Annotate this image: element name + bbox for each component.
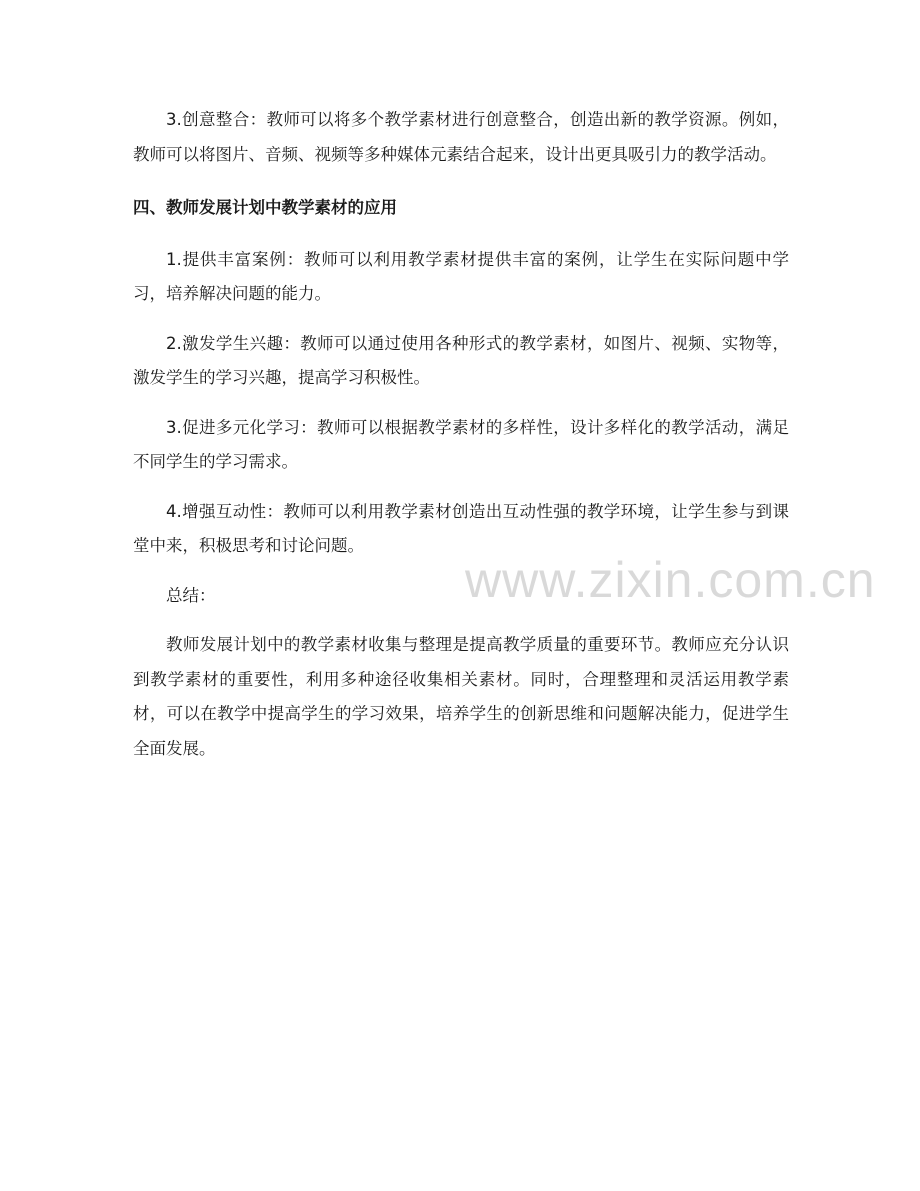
list-item-2: 2.激发学生兴趣：教师可以通过使用各种形式的教学素材，如图片、视频、实物等，激发学生的学习兴趣，提高学习积极性。 — [133, 333, 789, 387]
document-body — [133, 103, 789, 766]
watermark: www.zixin.com.cn — [465, 552, 876, 608]
list-item-1: 1.提供丰富案例：教师可以利用教学素材提供丰富的案例，让学生在实际问题中学习，培养解决问题的能力。 — [133, 249, 789, 303]
list-item-3: 3.促进多元化学习：教师可以根据教学素材的多样性，设计多样化的教学活动，满足不同学生的学习需求。 — [133, 417, 789, 471]
summary-paragraph: 教师发展计划中的教学素材收集与整理是提高教学质量的重要环节。教师应充分认识到教学素材的重要性，利用多种途径收集相关素材。同时，合理整理和灵活运用教学素材，可以在教学中提高学生的学习效果，培养学生的创新思维和问题解决能力，促进学生全面发展。 — [133, 635, 789, 758]
paragraph-creative-integration: 3.创意整合：教师可以将多个教学素材进行创意整合，创造出新的教学资源。例如，教师可以将图片、音频、视频等多种媒体元素结合起来，设计出更具吸引力的教学活动。 — [133, 110, 789, 164]
summary-label: 总结： — [166, 585, 216, 605]
list-item-4: 4.增强互动性：教师可以利用教学素材创造出互动性强的教学环境，让学生参与到课堂中来，积极思考和讨论问题。 — [133, 501, 789, 555]
section-heading-4: 四、教师发展计划中教学素材的应用 — [133, 198, 397, 217]
